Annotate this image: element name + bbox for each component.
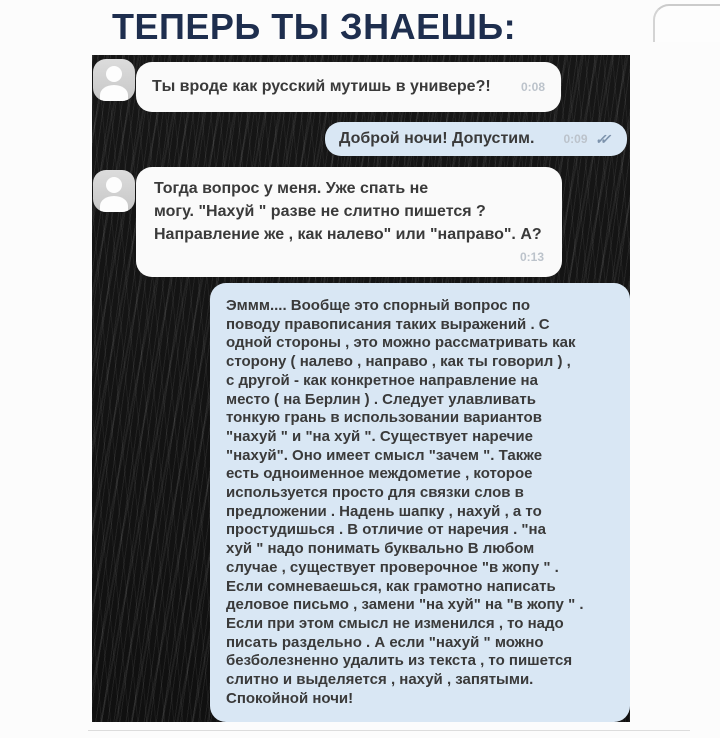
page-title: ТЕПЕРЬ ТЫ ЗНАЕШЬ: bbox=[112, 6, 517, 47]
message-timestamp: 0:13 bbox=[519, 250, 544, 264]
hair-photo-background bbox=[92, 55, 630, 722]
user-avatar-icon bbox=[100, 85, 128, 101]
divider bbox=[88, 730, 690, 731]
message-text: Ты вроде как русский мутишь в универе?! bbox=[152, 78, 491, 95]
outgoing-message-bubble[interactable] bbox=[210, 283, 630, 722]
incoming-message-bubble[interactable] bbox=[136, 62, 561, 112]
user-avatar-icon bbox=[106, 177, 122, 193]
read-receipt-double-check-icon: ✓✓ bbox=[593, 130, 607, 147]
message-text: Эммм.... Вообще это спорный вопрос по поводу правописания таких выражений . С одной стороны , это можно рассматривать как сторону ( налево , направо , как ты говорил ) , с другой - как конкретное направление на место ( на Берлин ) . Следует улавливать тонкую грань в использовании вариантов "нахуй " и "на хуй ". Существует наречие "нахуй". Оно имеет смысл "зачем ". Также есть одноименное междометие , которое используется просто для связки слов в предложении . Надень шапку , нахуй , а то простудишься . В отличие от наречия . "на хуй " надо понимать буквально В любом случае , существует проверочное "в жопу " . Если сомневаешься, как грамотно написать деловое письмо , замени "на хуй" на "в жопу " . Если при этом смысл не изменился , то надо писать раздельно . А если "нахуй " можно безболезненно удалить из текста , то пишется слитно и выделяется , нахуй , запятыми. Спокойной ночи! bbox=[226, 297, 584, 707]
avatar[interactable] bbox=[93, 170, 135, 212]
avatar[interactable] bbox=[93, 59, 135, 101]
card-corner-decor bbox=[653, 4, 720, 42]
message-timestamp: 0:09 bbox=[563, 132, 588, 146]
outgoing-message-bubble[interactable] bbox=[325, 122, 627, 156]
user-avatar-icon bbox=[100, 196, 128, 212]
message-text: Доброй ночи! Допустим. bbox=[339, 130, 535, 147]
user-avatar-icon bbox=[106, 66, 122, 82]
incoming-message-bubble[interactable] bbox=[136, 167, 562, 277]
message-timestamp: 0:08 bbox=[520, 80, 545, 94]
message-text: Тогда вопрос у меня. Уже спать не могу. "Нахуй " разве не слитно пишется ? Направление же , как налево" или "направо". А? bbox=[154, 180, 542, 243]
